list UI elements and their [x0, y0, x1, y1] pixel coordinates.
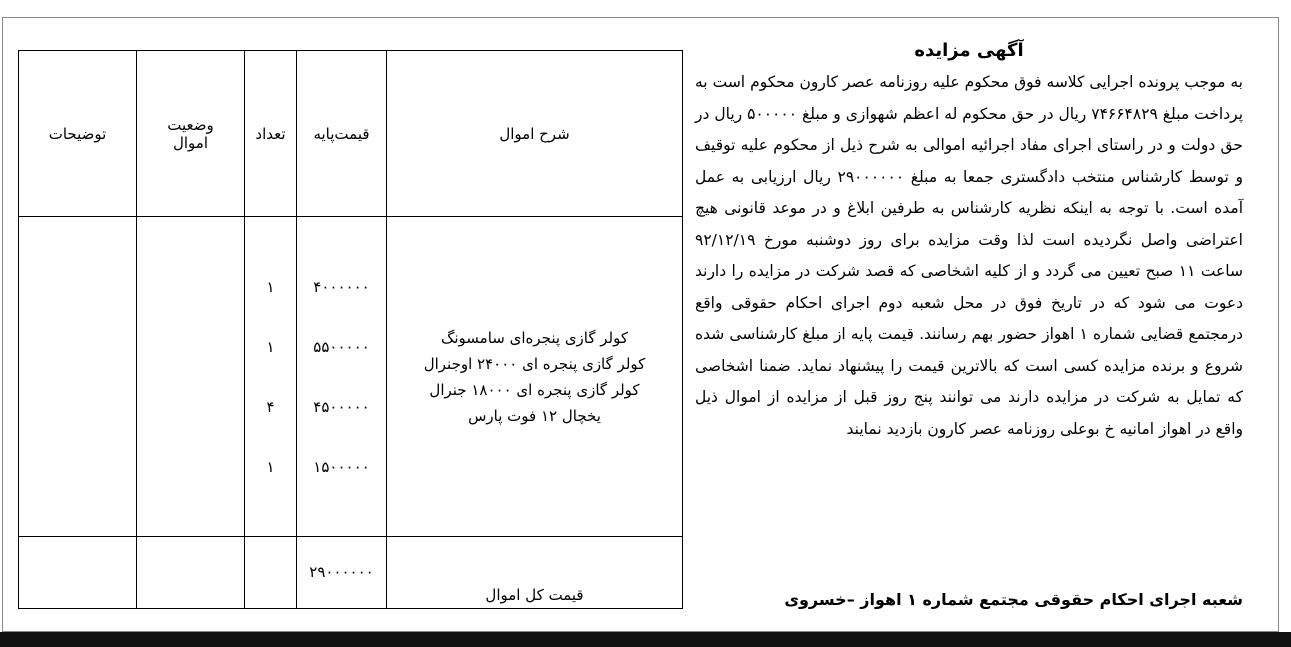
item-description: یخچال ۱۲ فوت پارس — [468, 406, 601, 425]
notice-body: به موجب پرونده اجرایی کلاسه فوق محکوم علیه روزنامه عصر کارون محکوم است به پرداخت مبلغ ۷۴۶۶۴۸۲۹ ریال در حق محکوم له اعظم شهوازی و مبلغ ۵۰۰۰۰۰ ریال در حق دولت و در راستای اجرای مفاد اجرائیه اموالی به شرح ذیل از محکوم علیه توقیف و توسط کارشناس منتخب دادگستری جمعا به مبلغ ۲۹۰۰۰۰۰۰ ریال ارزیابی به عمل آمده است. با توجه به اینکه نظریه کارشناس به طرفین ابلاغ و در موعد قانونی هیچ اعتراضی واصل نگردیده است لذا وقت مزایده برای روز دوشنبه مورخ ۹۲/۱۲/۱۹ ساعت ۱۱ صبح تعیین می گردد و از کلیه اشخاصی که قصد شرکت در مزایده را دارند دعوت می شود که در تاریخ فوق در محل شعبه دوم اجرای احکام حقوقی واقع درمجتمع قضایی شماره ۱ اهواز حضور بهم رسانند. قیمت پایه از مبلغ کارشناسی شده شروع و برنده مزایده کسی است که بالاترین قیمت را پیشنهاد نماید. ضمنا اشخاصی که تمایل به شرکت در مزایده دارند می توانند پنج روز قبل از مزایده از اموال ذیل واقع در اهواز امانیه خ بوعلی روزنامه عصر کارون بازدید نمایند — [695, 73, 1244, 438]
notice-signature: شعبه اجرای احکام حقوقی مجتمع شماره ۱ اهواز –خسروی — [784, 590, 1243, 609]
item-base-price: ۵۵۰۰۰۰۰ — [313, 337, 370, 356]
table-total-row — [19, 537, 683, 609]
items-status-cell — [137, 217, 245, 537]
items-notes-cell — [19, 217, 137, 537]
items-description-cell — [387, 217, 683, 537]
item-base-price: ۴۵۰۰۰۰۰ — [313, 397, 370, 416]
header-status: وضعیت اموال — [137, 51, 245, 217]
item-description: کولر گازی پنجره‌ای سامسونگ — [440, 328, 629, 347]
header-description: شرح اموال — [387, 51, 683, 217]
item-count: ۱ — [266, 457, 275, 476]
table-header-row — [19, 51, 683, 217]
header-count: تعداد — [245, 51, 297, 217]
item-description: کولر گازی پنجره ای ۱۸۰۰۰ جنرال — [429, 380, 640, 399]
item-count: ۴ — [266, 397, 275, 416]
notice-title: آگهی مزایده — [914, 40, 1024, 61]
item-base-price: ۱۵۰۰۰۰۰ — [313, 457, 370, 476]
header-notes: توضیحات — [19, 51, 137, 217]
items-price-cell — [297, 217, 387, 537]
item-count: ۱ — [266, 277, 275, 296]
auction-notice — [695, 40, 1243, 445]
total-value: ۲۹۰۰۰۰۰۰ — [297, 537, 387, 609]
total-label: قیمت کل اموال — [387, 537, 683, 609]
items-count-cell — [245, 217, 297, 537]
total-notes-cell — [19, 537, 137, 609]
total-status-cell — [137, 537, 245, 609]
bottom-bar — [0, 632, 1291, 647]
item-description: کولر گازی پنجره ای ۲۴۰۰۰ اوجنرال — [423, 354, 646, 373]
item-base-price: ۴۰۰۰۰۰۰ — [313, 277, 370, 296]
item-count: ۱ — [266, 337, 275, 356]
header-base-price: قیمت‌پایه — [297, 51, 387, 217]
table-row-items — [19, 217, 683, 537]
total-count-cell — [245, 537, 297, 609]
assets-table — [18, 50, 683, 609]
